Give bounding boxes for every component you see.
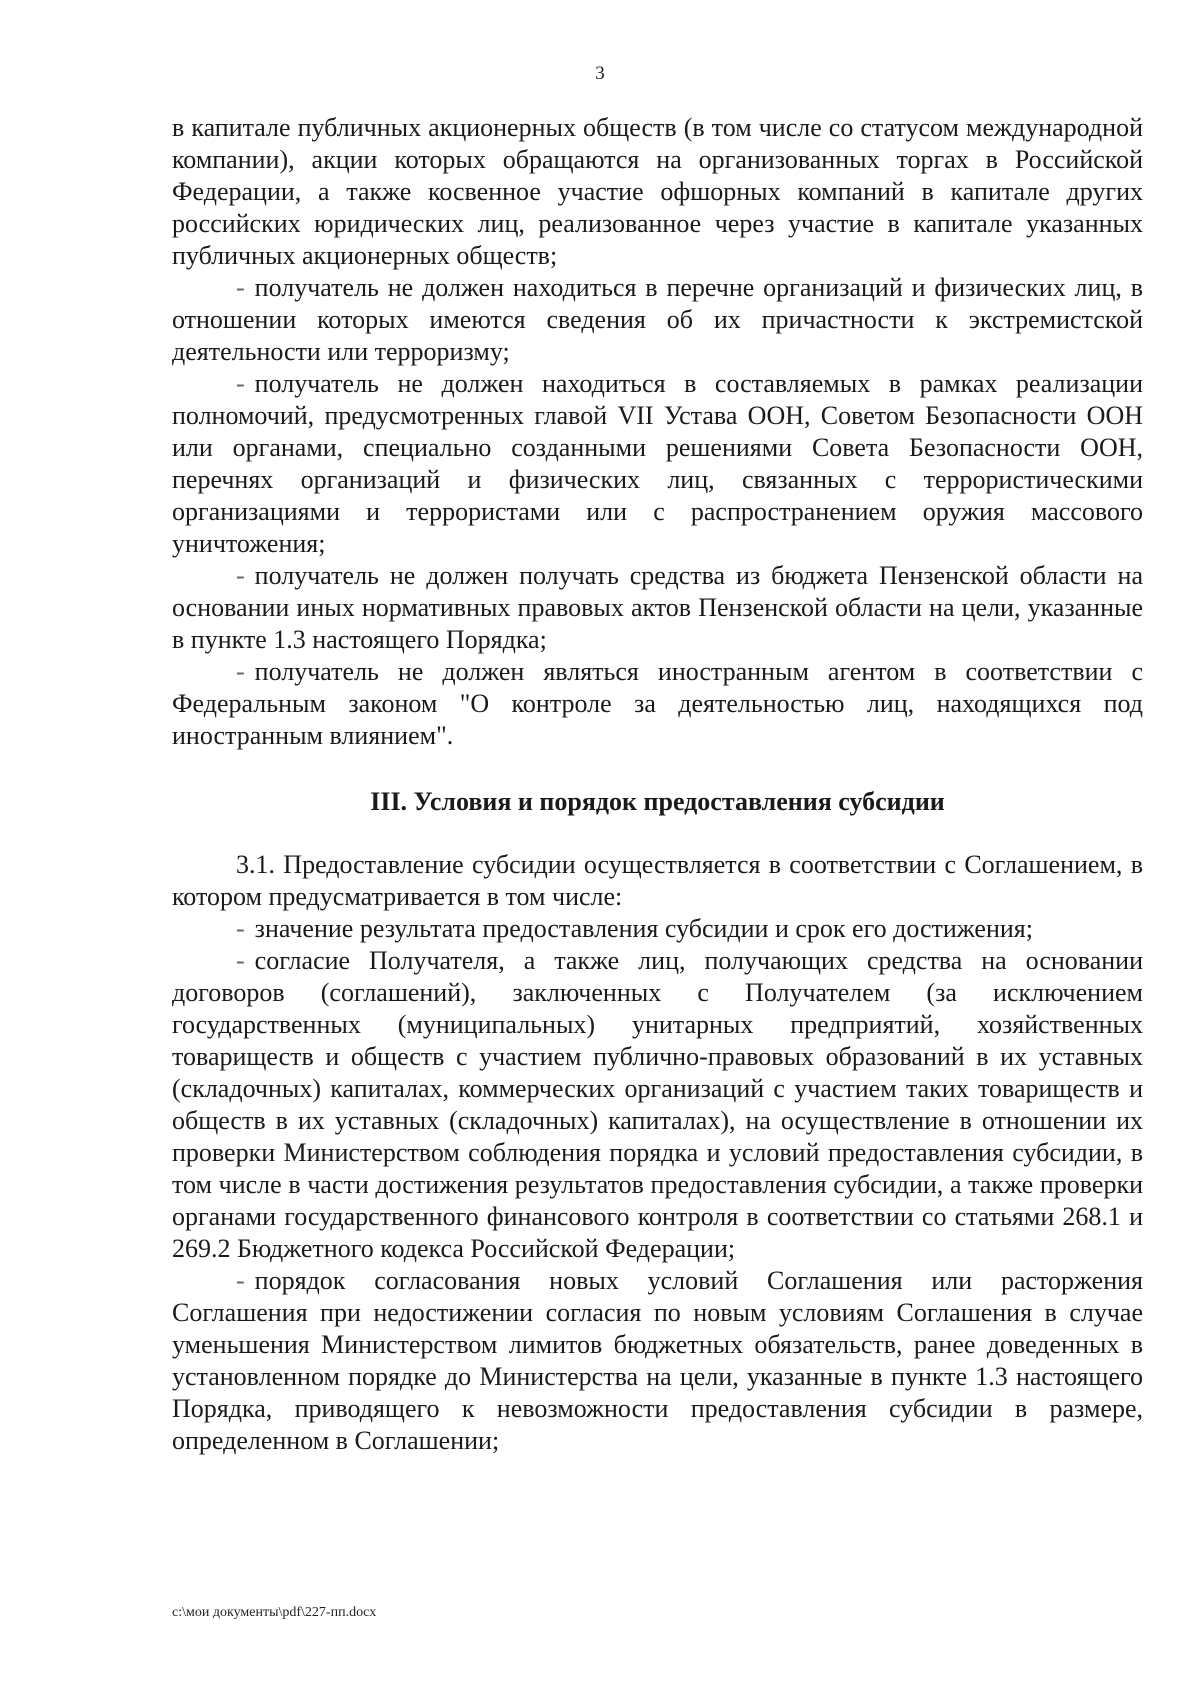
list-item xyxy=(172,913,1143,945)
list-item xyxy=(172,368,1143,560)
paragraph-continuation xyxy=(172,112,1143,272)
paragraph-text: в капитале публичных акционерных обществ (в том числе со статусом международной компании), акции которых обращаются на организованных торгах в Российской Федерации, а также косвенное участие офшорных компаний в капитале других российских юридических лиц, реализованное через участие в капитале указанных публичных акционерных обществ; xyxy=(172,113,1143,270)
list-item xyxy=(172,945,1143,1265)
list-item-text: получатель не должен находиться в составляемых в рамках реализации полномочий, предусмотренных главой VII Устава ООН, Советом Безопасности ООН или органами, специально созданными решениями Совета Безопасности ООН, перечнях организаций и физических лиц, связанных с террористическими организациями и террористами или с распространением оружия массового уничтожения; xyxy=(172,369,1143,558)
section-heading: III. Условия и порядок предоставления субсидии xyxy=(370,787,945,816)
list-item xyxy=(172,656,1143,752)
dash-marker: - xyxy=(236,946,245,975)
dash-marker: - xyxy=(236,914,245,943)
dash-marker: - xyxy=(236,561,245,590)
dash-marker: - xyxy=(236,369,245,398)
list-item xyxy=(172,272,1143,368)
page-number: 3 xyxy=(595,63,605,84)
paragraph-text: 3.1. Предоставление субсидии осуществляется в соответствии с Соглашением, в котором предусматривается в том числе: xyxy=(172,850,1143,911)
list-item xyxy=(172,560,1143,656)
list-item-text: получатель не должен находиться в перечне организаций и физических лиц, в отношении которых имеются сведения об их причастности к экстремистской деятельности или терроризму; xyxy=(172,273,1143,366)
list-item-text: значение результата предоставления субсидии и срок его достижения; xyxy=(254,914,1033,943)
dash-marker: - xyxy=(236,273,245,302)
dash-marker: - xyxy=(236,1266,245,1295)
numbered-paragraph xyxy=(172,849,1143,913)
list-item-text: получатель не должен являться иностранным агентом в соответствии с Федеральным законом "О контроле за деятельностью лиц, находящихся под иностранным влиянием". xyxy=(172,657,1143,750)
list-item-text: получатель не должен получать средства из бюджета Пензенской области на основании иных нормативных правовых актов Пензенской области на цели, указанные в пункте 1.3 настоящего Порядка; xyxy=(172,561,1143,654)
footer-file-path: c:\мои документы\pdf\227-пп.docx xyxy=(172,1605,377,1620)
dash-marker: - xyxy=(236,657,245,686)
list-item-text: порядок согласования новых условий Соглашения или расторжения Соглашения при недостижении согласия по новым условиям Соглашения в случае уменьшения Министерством лимитов бюджетных обязательств, ранее доведенных в установленном порядке до Министерства на цели, указанные в пункте 1.3 настоящего Порядка, приводящего к невозможности предоставления субсидии в размере, определенном в Соглашении; xyxy=(172,1266,1143,1455)
document-body xyxy=(172,112,1143,1457)
list-item-text: согласие Получателя, а также лиц, получающих средства на основании договоров (соглашений), заключенных с Получателем (за исключением государственных (муниципальных) унитарных предприятий, хозяйственных товариществ и обществ с участием публично-правовых образований в их уставных (складочных) капиталах, коммерческих организаций с участием таких товариществ и обществ в их уставных (складочных) капиталах), на осуществление в отношении их проверки Министерством соблюдения порядка и условий предоставления субсидии, в том числе в части достижения результатов предоставления субсидии, а также проверки органами государственного финансового контроля в соответствии со статьями 268.1 и 269.2 Бюджетного кодекса Российской Федерации; xyxy=(172,946,1143,1263)
list-item xyxy=(172,1265,1143,1457)
